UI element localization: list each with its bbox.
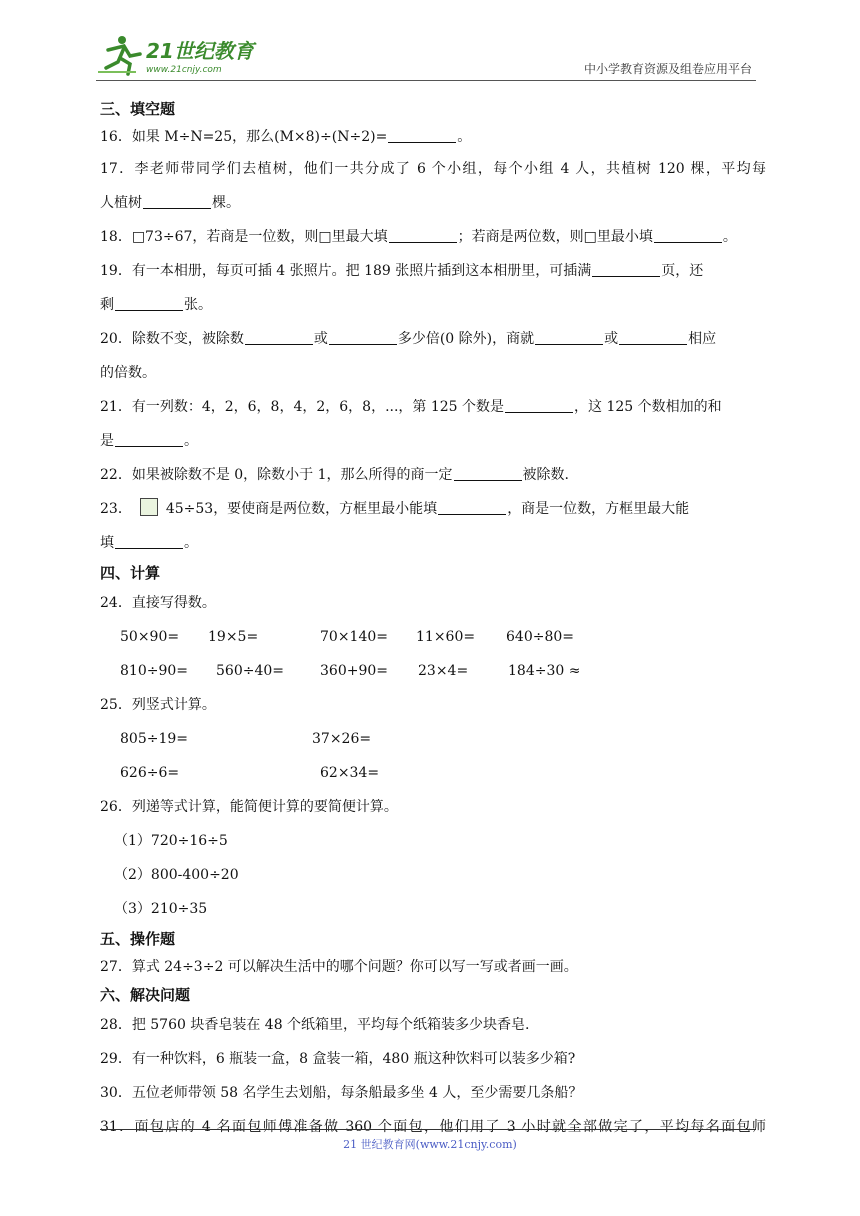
answer-blank[interactable] — [654, 228, 722, 243]
question-23-line1: 23． 45÷53，要使商是两位数，方框里最小能填 ，商是一位数，方框里最大能 — [100, 492, 766, 526]
question-31: 31．面包店的 4 名面包师傅准备做 360 个面包，他们用了 3 小时就全部做完了，平均每名面包师 — [100, 1119, 766, 1135]
question-27: 27．算式 24÷3÷2 可以解决生活中的哪个问题？你可以写一写或者画一画。 — [100, 959, 578, 975]
section-operation: 五、操作题 — [100, 930, 176, 948]
logo-url: www.21cnjy.com — [146, 65, 222, 75]
question-19-line2: 剩 张。 — [100, 297, 212, 313]
answer-blank[interactable] — [388, 128, 456, 143]
question-25-row2: 626÷6= 62×34= — [120, 765, 380, 781]
section-fill-in: 三、填空题 — [100, 100, 176, 118]
question-30: 30．五位老师带领 58 名学生去划船，每条船最多坐 4 人，至少需要几条船？ — [100, 1085, 583, 1101]
question-28: 28．把 5760 块香皂装在 48 个纸箱里，平均每个纸箱装多少块香皂. — [100, 1017, 530, 1033]
runner-icon — [98, 36, 140, 74]
logo-text: 21世纪教育 — [146, 39, 254, 63]
question-20-line1: 20．除数不变，被除数 或 多少倍(0 除外)，商就 或 相应 — [100, 331, 717, 347]
question-25-title: 25．列竖式计算。 — [100, 697, 216, 713]
question-24-row1: 50×90= 19×5= 70×140= 11×60= 640÷80= — [120, 629, 574, 645]
question-20-line2: 的倍数。 — [100, 365, 156, 381]
logo — [96, 32, 266, 78]
question-18: 18．□73÷67，若商是一位数，则□里最大填 ；若商是两位数，则□里最小填 。 — [100, 229, 737, 245]
question-21-line1: 21．有一列数：4，2，6，8，4，2，6，8，...，第 125 个数是 ，这 125 个数相加的和 — [100, 399, 722, 415]
answer-blank[interactable] — [329, 330, 397, 345]
section-problem-solving: 六、解决问题 — [100, 986, 191, 1004]
question-25-row1: 805÷19= 37×26= — [120, 731, 372, 747]
exam-content — [100, 96, 766, 1144]
question-26-title: 26．列递等式计算，能简便计算的要简便计算。 — [100, 799, 398, 815]
answer-blank[interactable] — [245, 330, 313, 345]
answer-blank[interactable] — [438, 500, 506, 515]
question-29: 29．有一种饮料，6 瓶装一盒，8 盒装一箱，480 瓶这种饮料可以装多少箱? — [100, 1051, 576, 1067]
answer-blank[interactable] — [143, 194, 211, 209]
question-17-line2: 人植树 棵。 — [100, 195, 240, 211]
question-17-line1: 17．李老师带同学们去植树，他们一共分成了 6 个小组，每个小组 4 人，共植树 120 棵，平均每 — [100, 161, 766, 177]
question-16: 16．如果 M÷N=25，那么(M×8)÷(N÷2)= 。 — [100, 129, 472, 145]
answer-blank[interactable] — [389, 228, 457, 243]
question-26-item-1: （1）720÷16÷5 — [114, 833, 228, 849]
answer-blank[interactable] — [505, 398, 573, 413]
answer-blank[interactable] — [535, 330, 603, 345]
page-header — [96, 30, 756, 81]
answer-blank[interactable] — [115, 534, 183, 549]
answer-blank[interactable] — [115, 432, 183, 447]
question-19-line1: 19．有一本相册，每页可插 4 张照片。把 189 张照片插到这本相册里，可插满 页，还 — [100, 263, 704, 279]
page-footer: 21 世纪教育网(www.21cnjy.com) — [343, 1138, 517, 1151]
footer-divider — [100, 1129, 756, 1130]
question-24-title: 24．直接写得数。 — [100, 595, 216, 611]
question-23-line2: 填 。 — [100, 535, 198, 551]
answer-blank[interactable] — [619, 330, 687, 345]
section-calculation: 四、计算 — [100, 564, 161, 582]
question-24-row2: 810÷90= 560÷40= 360+90= 23×4= 184÷30 ≈ — [120, 663, 581, 679]
answer-blank[interactable] — [592, 262, 660, 277]
question-26-item-3: （3）210÷35 — [114, 901, 208, 917]
question-22: 22．如果被除数不是 0，除数小于 1，那么所得的商一定 被除数. — [100, 467, 569, 483]
question-21-line2: 是 。 — [100, 433, 198, 449]
square-box-icon — [140, 498, 158, 516]
platform-name: 中小学教育资源及组卷应用平台 — [583, 62, 752, 76]
answer-blank[interactable] — [115, 296, 183, 311]
question-26-item-2: （2）800-400÷20 — [114, 867, 239, 883]
answer-blank[interactable] — [454, 466, 522, 481]
